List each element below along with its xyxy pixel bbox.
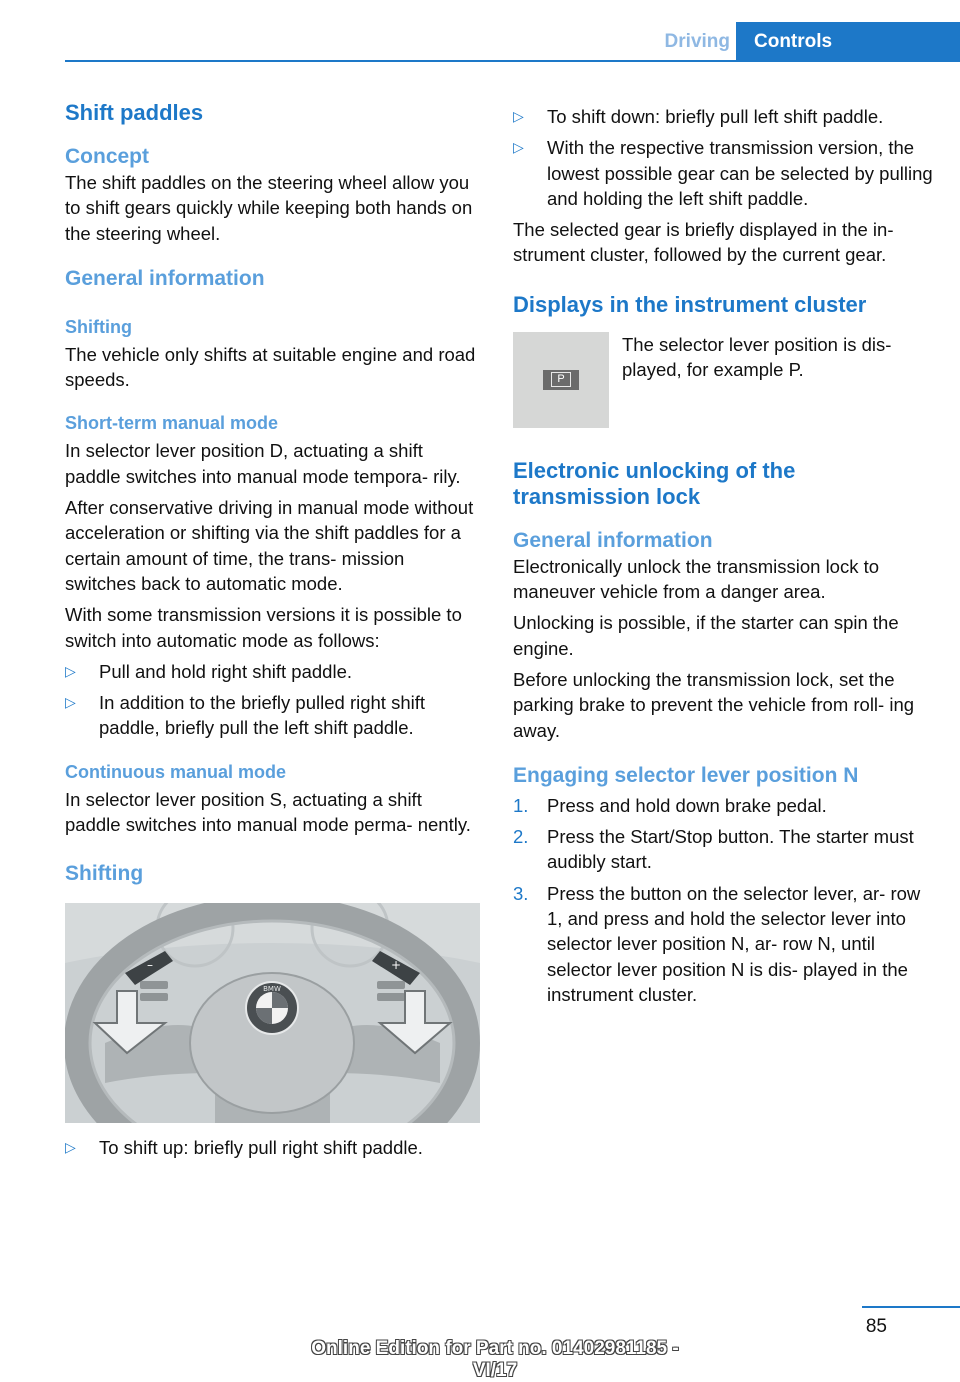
footer-rule [862,1306,960,1308]
continuous-text: In selector lever position S, actuating a shift paddle switches into manual mode perma‐ nently. [65,788,471,836]
list-item-text: Pull and hold right shift paddle. [99,660,353,682]
cluster-display-image [513,332,609,428]
step-number: 2. [513,826,529,848]
continuous-subheading: Continuous manual mode [65,761,287,782]
general-info-heading: General information [513,528,713,552]
section-title: Shift paddles [65,100,204,125]
triangle-right-icon: ▷ [513,139,524,156]
short-term-subheading: Short-term manual mode [65,413,279,434]
selector-position-indicator [543,370,579,390]
step-text: Press and hold down brake pedal. [547,794,827,816]
list-item-text: In addition to the briefly pulled right shift paddle, briefly pull the left shift paddle. [99,692,425,739]
list-item-text: To shift up: briefly pull right shift paddle. [99,1137,423,1159]
step-number: 3. [513,882,529,904]
list-item [65,659,480,684]
step-text: Press the button on the selector lever, ar‐ row 1, and press and hold the selector lever into selector lever position N, ar‐ row N, until selector lever position N is dis‐ played in the instrument cluster. [547,882,921,1005]
header-section-label: Driving [664,31,730,52]
short-term-bullet-list [65,659,480,741]
shifting-subheading: Shifting [65,316,132,337]
list-item [513,881,933,1007]
right-column [513,104,933,1007]
general-info-heading: General information [65,266,265,290]
svg-text:+: + [391,958,402,973]
steering-wheel-figure [65,903,480,1123]
shifting-text: The vehicle only shifts at suitable engine and road speeds. [65,343,476,391]
list-item [65,1135,480,1160]
general-text-2: Unlocking is possible, if the starter can spin the engine. [513,612,899,659]
general-text-1: Electronically unlock the transmission lock to maneuver vehicle from a danger area. [513,555,880,603]
steering-wheel-illustration [65,903,480,1123]
engaging-heading: Engaging selector lever position N [513,763,859,787]
header-rule [65,60,960,62]
concept-text: The shift paddles on the steering wheel allow you to shift gears quickly while keeping both hands on the steering wheel. [65,172,473,244]
short-term-text-3: With some transmission versions it is possible to switch into automatic mode as follows: [65,604,462,651]
step-text: Press the Start/Stop button. The starter must audibly start. [547,826,914,873]
triangle-right-icon: ▷ [65,662,76,679]
triangle-right-icon: ▷ [65,694,76,711]
svg-text:–: – [147,958,153,973]
cluster-display-block [513,332,933,428]
list-item-text: To shift down: briefly pull left shift paddle. [547,106,884,127]
figure-logo-lettering: BMW [263,985,281,994]
shift-down-bullet-list [513,104,933,211]
list-item [513,104,933,129]
short-term-text-2: After conservative driving in manual mode without acceleration or shifting via the shift paddles for a certain amount of time, the trans‐ mission switches back to automatic mode. [65,497,474,594]
step-number: 1. [513,794,529,816]
header-chapter-tab: Controls [736,22,960,62]
selector-position-label: P [551,372,571,387]
short-term-text-1: In selector lever position D, actuating a shift paddle switches into manual mode tempora‐ rily. [65,440,461,487]
page-number: 85 [865,1316,887,1337]
engaging-steps-list [513,793,933,1007]
general-text-3: Before unlocking the transmission lock, set the parking brake to prevent the vehicle from roll‐ ing away. [513,668,915,741]
shift-up-bullet-list [65,1135,480,1160]
gear-display-text: The selected gear is briefly displayed in the in‐ strument cluster, followed by the current gear. [513,219,894,266]
list-item [65,690,480,741]
triangle-right-icon: ▷ [513,108,524,124]
shifting-heading: Shifting [65,862,144,886]
concept-heading: Concept [65,145,149,168]
list-item [513,793,933,818]
left-column [65,100,480,1161]
displays-text: The selector lever position is dis‐ played, for example P. [622,333,892,381]
displays-heading: Displays in the instrument cluster [513,291,867,317]
unlock-heading: Electronic unlocking of the transmission lock [513,457,796,509]
edition-watermark: Online Edition for Part no. 01402981185 - VI/17 [311,1338,679,1381]
list-item-text: With the respective transmission version, the lowest possible gear can be selected by pulling and holding the left shift paddle. [547,137,933,209]
triangle-right-icon: ▷ [65,1139,76,1156]
list-item [513,824,933,875]
list-item [513,135,933,211]
